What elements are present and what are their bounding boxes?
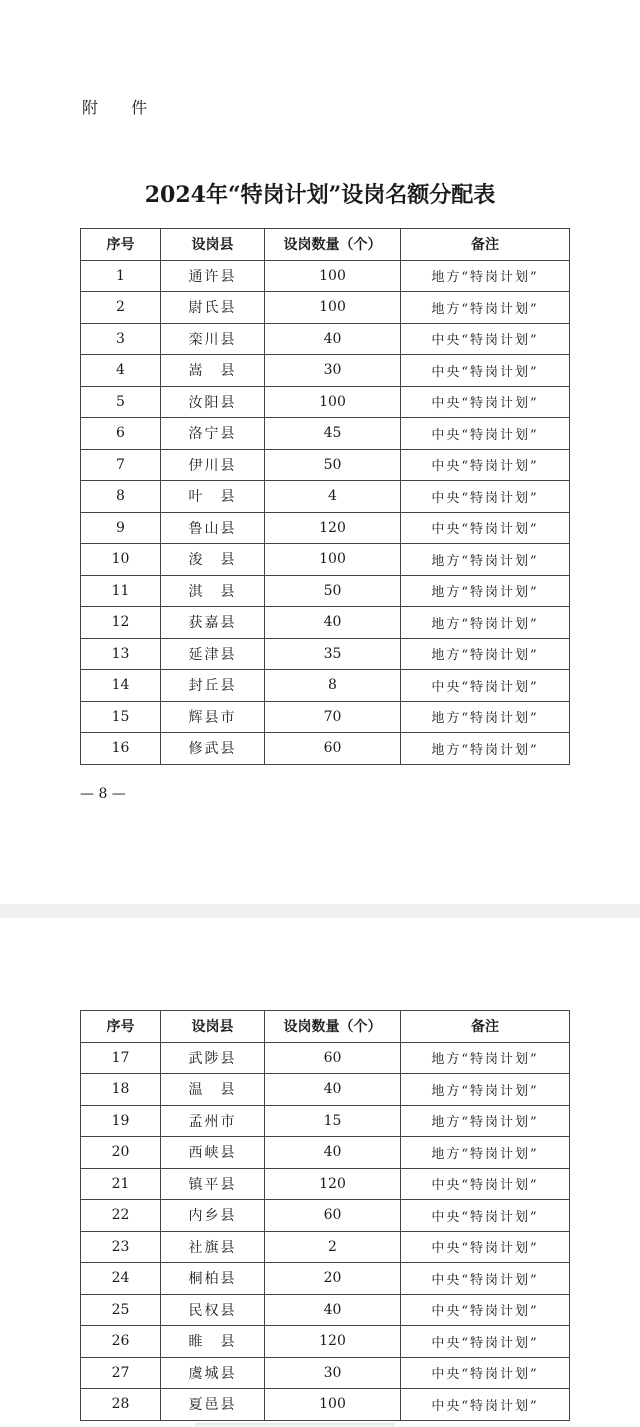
cell-county: 栾川县 — [161, 323, 265, 355]
cell-note: 地方“特岗计划” — [401, 733, 570, 765]
cell-quota: 100 — [265, 1389, 401, 1421]
table-row — [81, 386, 570, 418]
table-row — [81, 1294, 570, 1326]
cell-note: 中央“特岗计划” — [401, 481, 570, 513]
cell-note: 中央“特岗计划” — [401, 355, 570, 387]
cell-quota: 60 — [265, 733, 401, 765]
quota-table-part-1 — [80, 228, 570, 765]
cell-county: 浚 县 — [161, 544, 265, 576]
cell-index: 20 — [81, 1137, 161, 1169]
cell-quota: 2 — [265, 1231, 401, 1263]
cell-index: 25 — [81, 1294, 161, 1326]
cell-county: 嵩 县 — [161, 355, 265, 387]
table-row — [81, 355, 570, 387]
cell-note: 中央“特岗计划” — [401, 386, 570, 418]
cell-county: 民权县 — [161, 1294, 265, 1326]
cell-quota: 40 — [265, 607, 401, 639]
attachment-label: 附 件 — [82, 98, 162, 117]
header-quota: 设岗数量（个） — [265, 1011, 401, 1043]
cell-quota: 100 — [265, 544, 401, 576]
cell-index: 17 — [81, 1042, 161, 1074]
table-row — [81, 1105, 570, 1137]
cell-index: 2 — [81, 292, 161, 324]
cell-note: 地方“特岗计划” — [401, 292, 570, 324]
cell-index: 28 — [81, 1389, 161, 1421]
cell-quota: 40 — [265, 1137, 401, 1169]
cell-county: 叶 县 — [161, 481, 265, 513]
cell-county: 桐柏县 — [161, 1263, 265, 1295]
cell-note: 中央“特岗计划” — [401, 1326, 570, 1358]
header-index: 序号 — [81, 229, 161, 261]
cell-quota: 30 — [265, 1357, 401, 1389]
cell-index: 26 — [81, 1326, 161, 1358]
table-row — [81, 1200, 570, 1232]
cell-county: 温 县 — [161, 1074, 265, 1106]
header-county: 设岗县 — [161, 229, 265, 261]
cell-county: 尉氏县 — [161, 292, 265, 324]
document-page-2 — [0, 918, 640, 1427]
cell-county: 睢 县 — [161, 1326, 265, 1358]
cell-index: 7 — [81, 449, 161, 481]
cell-index: 14 — [81, 670, 161, 702]
cell-index: 16 — [81, 733, 161, 765]
cell-quota: 70 — [265, 701, 401, 733]
cell-county: 修武县 — [161, 733, 265, 765]
cell-county: 镇平县 — [161, 1168, 265, 1200]
cell-index: 23 — [81, 1231, 161, 1263]
cell-note: 中央“特岗计划” — [401, 449, 570, 481]
cell-quota: 120 — [265, 1168, 401, 1200]
table-row — [81, 607, 570, 639]
cell-index: 10 — [81, 544, 161, 576]
cell-county: 西峡县 — [161, 1137, 265, 1169]
table-row — [81, 575, 570, 607]
table-row — [81, 1074, 570, 1106]
cell-county: 社旗县 — [161, 1231, 265, 1263]
table-header-row — [81, 229, 570, 261]
cell-county: 内乡县 — [161, 1200, 265, 1232]
cell-index: 8 — [81, 481, 161, 513]
cell-note: 地方“特岗计划” — [401, 260, 570, 292]
table-row — [81, 323, 570, 355]
table-row — [81, 1168, 570, 1200]
cell-index: 15 — [81, 701, 161, 733]
cell-note: 地方“特岗计划” — [401, 1137, 570, 1169]
quota-table-part-2 — [80, 1010, 570, 1421]
cell-county: 延津县 — [161, 638, 265, 670]
cell-county: 淇 县 — [161, 575, 265, 607]
cell-index: 24 — [81, 1263, 161, 1295]
cell-index: 11 — [81, 575, 161, 607]
header-index: 序号 — [81, 1011, 161, 1043]
header-note: 备注 — [401, 229, 570, 261]
cell-note: 中央“特岗计划” — [401, 512, 570, 544]
cell-note: 地方“特岗计划” — [401, 1105, 570, 1137]
cell-index: 19 — [81, 1105, 161, 1137]
cell-index: 27 — [81, 1357, 161, 1389]
cell-quota: 4 — [265, 481, 401, 513]
cell-quota: 35 — [265, 638, 401, 670]
header-quota: 设岗数量（个） — [265, 229, 401, 261]
cell-index: 4 — [81, 355, 161, 387]
cell-note: 中央“特岗计划” — [401, 1200, 570, 1232]
table-row — [81, 418, 570, 450]
scan-shadow — [195, 1423, 395, 1427]
cell-index: 6 — [81, 418, 161, 450]
cell-note: 中央“特岗计划” — [401, 670, 570, 702]
cell-quota: 40 — [265, 1074, 401, 1106]
table-row — [81, 670, 570, 702]
cell-note: 地方“特岗计划” — [401, 575, 570, 607]
cell-county: 洛宁县 — [161, 418, 265, 450]
table-row — [81, 1357, 570, 1389]
cell-quota: 45 — [265, 418, 401, 450]
cell-index: 22 — [81, 1200, 161, 1232]
cell-county: 伊川县 — [161, 449, 265, 481]
cell-county: 汝阳县 — [161, 386, 265, 418]
cell-county: 武陟县 — [161, 1042, 265, 1074]
cell-quota: 50 — [265, 449, 401, 481]
cell-note: 中央“特岗计划” — [401, 1263, 570, 1295]
table-row — [81, 1231, 570, 1263]
cell-quota: 50 — [265, 575, 401, 607]
table-row — [81, 1137, 570, 1169]
cell-quota: 15 — [265, 1105, 401, 1137]
cell-index: 18 — [81, 1074, 161, 1106]
table-row — [81, 1263, 570, 1295]
cell-index: 3 — [81, 323, 161, 355]
cell-county: 获嘉县 — [161, 607, 265, 639]
table-row — [81, 733, 570, 765]
cell-note: 中央“特岗计划” — [401, 1294, 570, 1326]
cell-county: 封丘县 — [161, 670, 265, 702]
table-row — [81, 449, 570, 481]
table-header-row — [81, 1011, 570, 1043]
cell-county: 通许县 — [161, 260, 265, 292]
header-county: 设岗县 — [161, 1011, 265, 1043]
cell-county: 鲁山县 — [161, 512, 265, 544]
cell-note: 中央“特岗计划” — [401, 323, 570, 355]
page-number: — 8 — — [80, 786, 126, 802]
cell-county: 孟州市 — [161, 1105, 265, 1137]
cell-quota: 60 — [265, 1042, 401, 1074]
cell-quota: 100 — [265, 386, 401, 418]
cell-index: 1 — [81, 260, 161, 292]
cell-note: 中央“特岗计划” — [401, 1168, 570, 1200]
table-row — [81, 1326, 570, 1358]
cell-index: 21 — [81, 1168, 161, 1200]
table-row — [81, 260, 570, 292]
table-row — [81, 701, 570, 733]
cell-index: 12 — [81, 607, 161, 639]
cell-quota: 30 — [265, 355, 401, 387]
cell-note: 中央“特岗计划” — [401, 1231, 570, 1263]
cell-quota: 120 — [265, 1326, 401, 1358]
cell-note: 地方“特岗计划” — [401, 607, 570, 639]
cell-quota: 20 — [265, 1263, 401, 1295]
cell-note: 地方“特岗计划” — [401, 701, 570, 733]
cell-note: 中央“特岗计划” — [401, 1357, 570, 1389]
table-row — [81, 292, 570, 324]
cell-county: 虞城县 — [161, 1357, 265, 1389]
cell-note: 地方“特岗计划” — [401, 1042, 570, 1074]
table-row — [81, 1042, 570, 1074]
cell-quota: 100 — [265, 260, 401, 292]
header-note: 备注 — [401, 1011, 570, 1043]
cell-quota: 120 — [265, 512, 401, 544]
table-row — [81, 638, 570, 670]
table-row — [81, 481, 570, 513]
table-row — [81, 544, 570, 576]
page-title: 2024年“特岗计划”设岗名额分配表 — [144, 182, 496, 208]
cell-quota: 100 — [265, 292, 401, 324]
cell-quota: 40 — [265, 1294, 401, 1326]
cell-quota: 40 — [265, 323, 401, 355]
cell-note: 中央“特岗计划” — [401, 1389, 570, 1421]
cell-quota: 60 — [265, 1200, 401, 1232]
table-row — [81, 512, 570, 544]
cell-note: 地方“特岗计划” — [401, 638, 570, 670]
cell-index: 13 — [81, 638, 161, 670]
cell-note: 地方“特岗计划” — [401, 1074, 570, 1106]
cell-county: 辉县市 — [161, 701, 265, 733]
cell-county: 夏邑县 — [161, 1389, 265, 1421]
table-row — [81, 1389, 570, 1421]
cell-quota: 8 — [265, 670, 401, 702]
cell-index: 9 — [81, 512, 161, 544]
cell-note: 中央“特岗计划” — [401, 418, 570, 450]
cell-index: 5 — [81, 386, 161, 418]
cell-note: 地方“特岗计划” — [401, 544, 570, 576]
